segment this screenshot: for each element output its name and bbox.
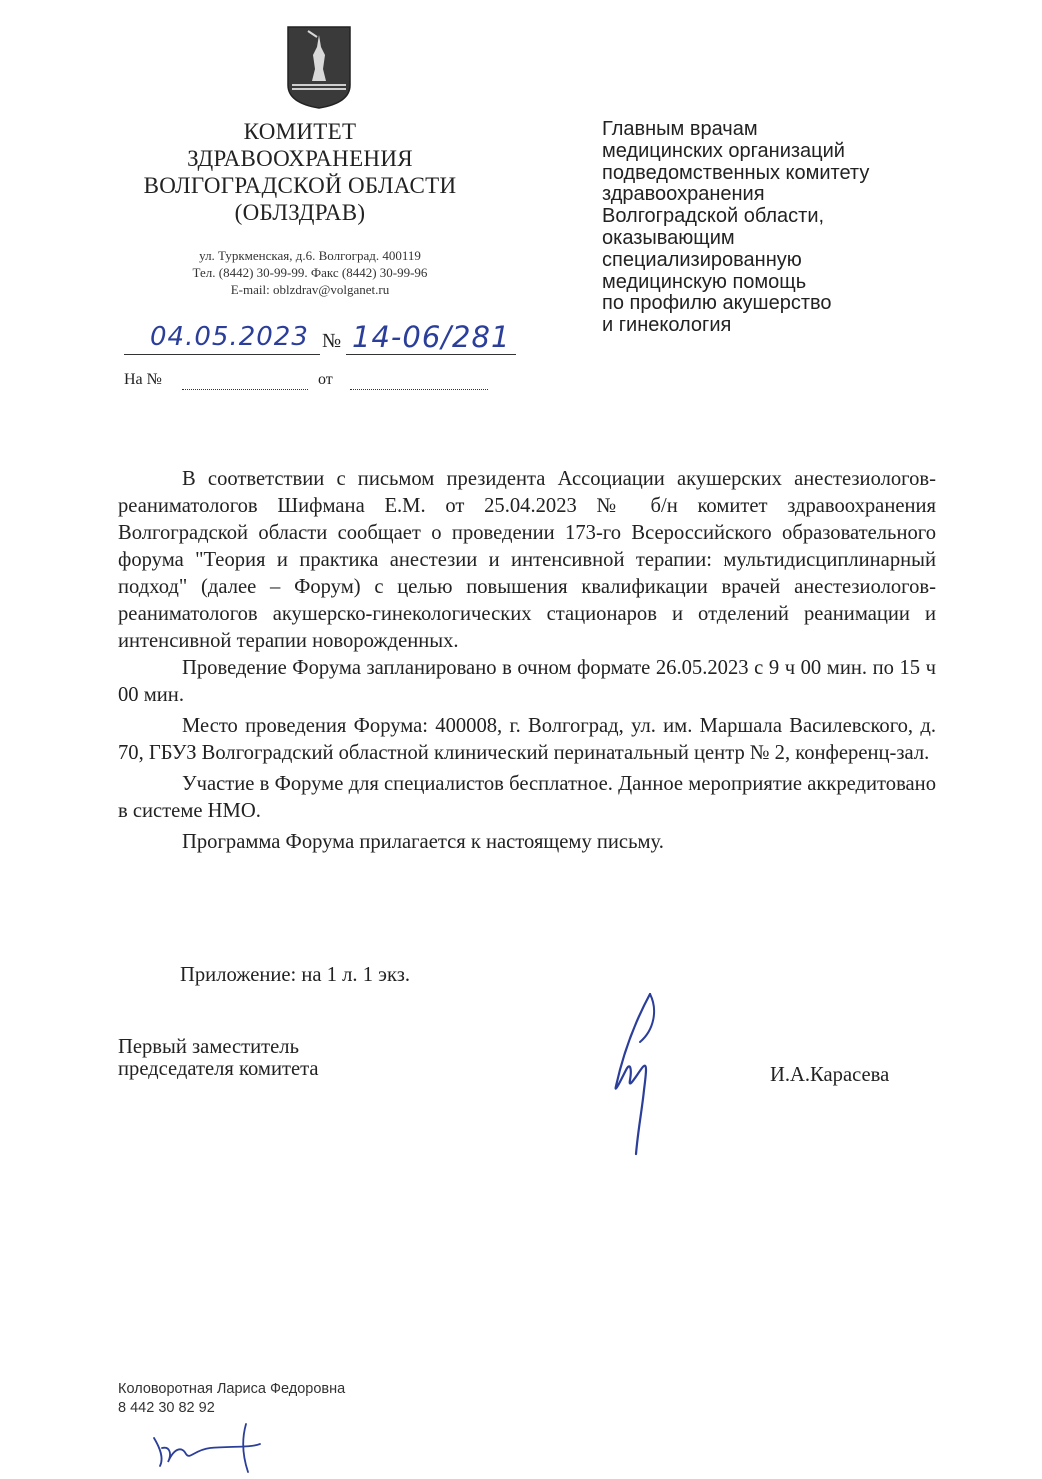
registration-date: 04.05.2023 <box>150 322 309 352</box>
reply-label: На № <box>124 371 162 388</box>
signer-position <box>118 1036 319 1080</box>
letter-body <box>118 466 936 856</box>
recipient-line: медицинских организаций <box>602 139 845 162</box>
org-line-3: ВОЛГОГРАДСКОЙ ОБЛАСТИ <box>143 173 457 198</box>
from-underline <box>350 389 488 390</box>
recipient-line: Главным врачам <box>602 118 758 140</box>
coat-of-arms-emblem <box>286 25 352 109</box>
body-paragraph: В соответствии с письмом президента Ассоциации акушерских анестезиологов-реаниматологов Шифмана Е.М. от 25.04.2023 № б/н комитет здравоохранения Волгоградской области сообщает о проведении 173-го Всероссийского образовательного форума "Теория и практика анестезии и интенсивной терапии: мультидисциплинарный подход" (далее – Форум) с целью повышения квалификации врачей анестезиологов-реаниматологов акушерско-гинекологических стационаров и отделений реанимации и интенсивной терапии новорожденных. <box>118 468 936 652</box>
email-line: E-mail: oblzdrav@volganet.ru <box>230 282 390 297</box>
signer-position-line: Первый заместитель <box>118 1036 299 1058</box>
attachment-note: Приложение: на 1 л. 1 экз. <box>180 964 411 986</box>
org-line-2: ЗДРАВООХРАНЕНИЯ <box>187 146 413 171</box>
signer-name: И.А.Карасева <box>770 1064 890 1086</box>
number-sign: № <box>322 330 342 352</box>
body-paragraph: Проведение Форума запланировано в очном формате 26.05.2023 с 9 ч 00 мин. по 15 ч 00 мин. <box>118 657 936 706</box>
date-underline <box>124 354 320 355</box>
organization-name <box>110 118 490 226</box>
recipient-block <box>602 119 962 337</box>
executor-signature-image <box>150 1418 280 1479</box>
body-paragraph: Программа Форума прилагается к настоящему письму. <box>182 831 664 853</box>
signer-position-line: председателя комитета <box>118 1058 319 1080</box>
body-paragraph: Место проведения Форума: 400008, г. Волгоград, ул. им. Маршала Василевского, д. 70, ГБУЗ Волгоградский областной клинический перинатальный центр № 2, конференц-зал. <box>118 715 936 764</box>
recipient-line: здравоохранения <box>602 183 765 206</box>
signature-image <box>596 990 686 1165</box>
recipient-line: и гинекология <box>602 314 732 337</box>
from-label: от <box>318 371 333 388</box>
phone-line: Тел. (8442) 30-99-99. Факс (8442) 30-99-96 <box>192 265 428 280</box>
executor-phone: 8 442 30 82 92 <box>118 1400 215 1416</box>
executor-name: Коловоротная Лариса Федоровна <box>118 1381 346 1397</box>
number-underline <box>346 354 516 355</box>
recipient-line: специализированную <box>602 248 802 271</box>
address-line: ул. Туркменская, д.6. Волгоград. 400119 <box>199 248 421 263</box>
org-line-4: (ОБЛЗДРАВ) <box>234 200 366 225</box>
recipient-line: медицинскую помощь <box>602 270 807 293</box>
registration-number: 14-06/281 <box>352 320 511 354</box>
recipient-line: оказывающим <box>602 226 735 249</box>
body-paragraph: Участие в Форуме для специалистов бесплатное. Данное мероприятие аккредитовано в системе НМО. <box>118 773 936 822</box>
recipient-line: подведомственных комитету <box>602 161 870 184</box>
recipient-line: по профилю акушерство <box>602 292 832 315</box>
executor-info <box>118 1380 345 1418</box>
recipient-line: Волгоградской области, <box>602 205 825 228</box>
reply-underline <box>182 389 308 390</box>
organization-contacts <box>150 247 470 298</box>
org-line-1: КОМИТЕТ <box>243 119 357 144</box>
